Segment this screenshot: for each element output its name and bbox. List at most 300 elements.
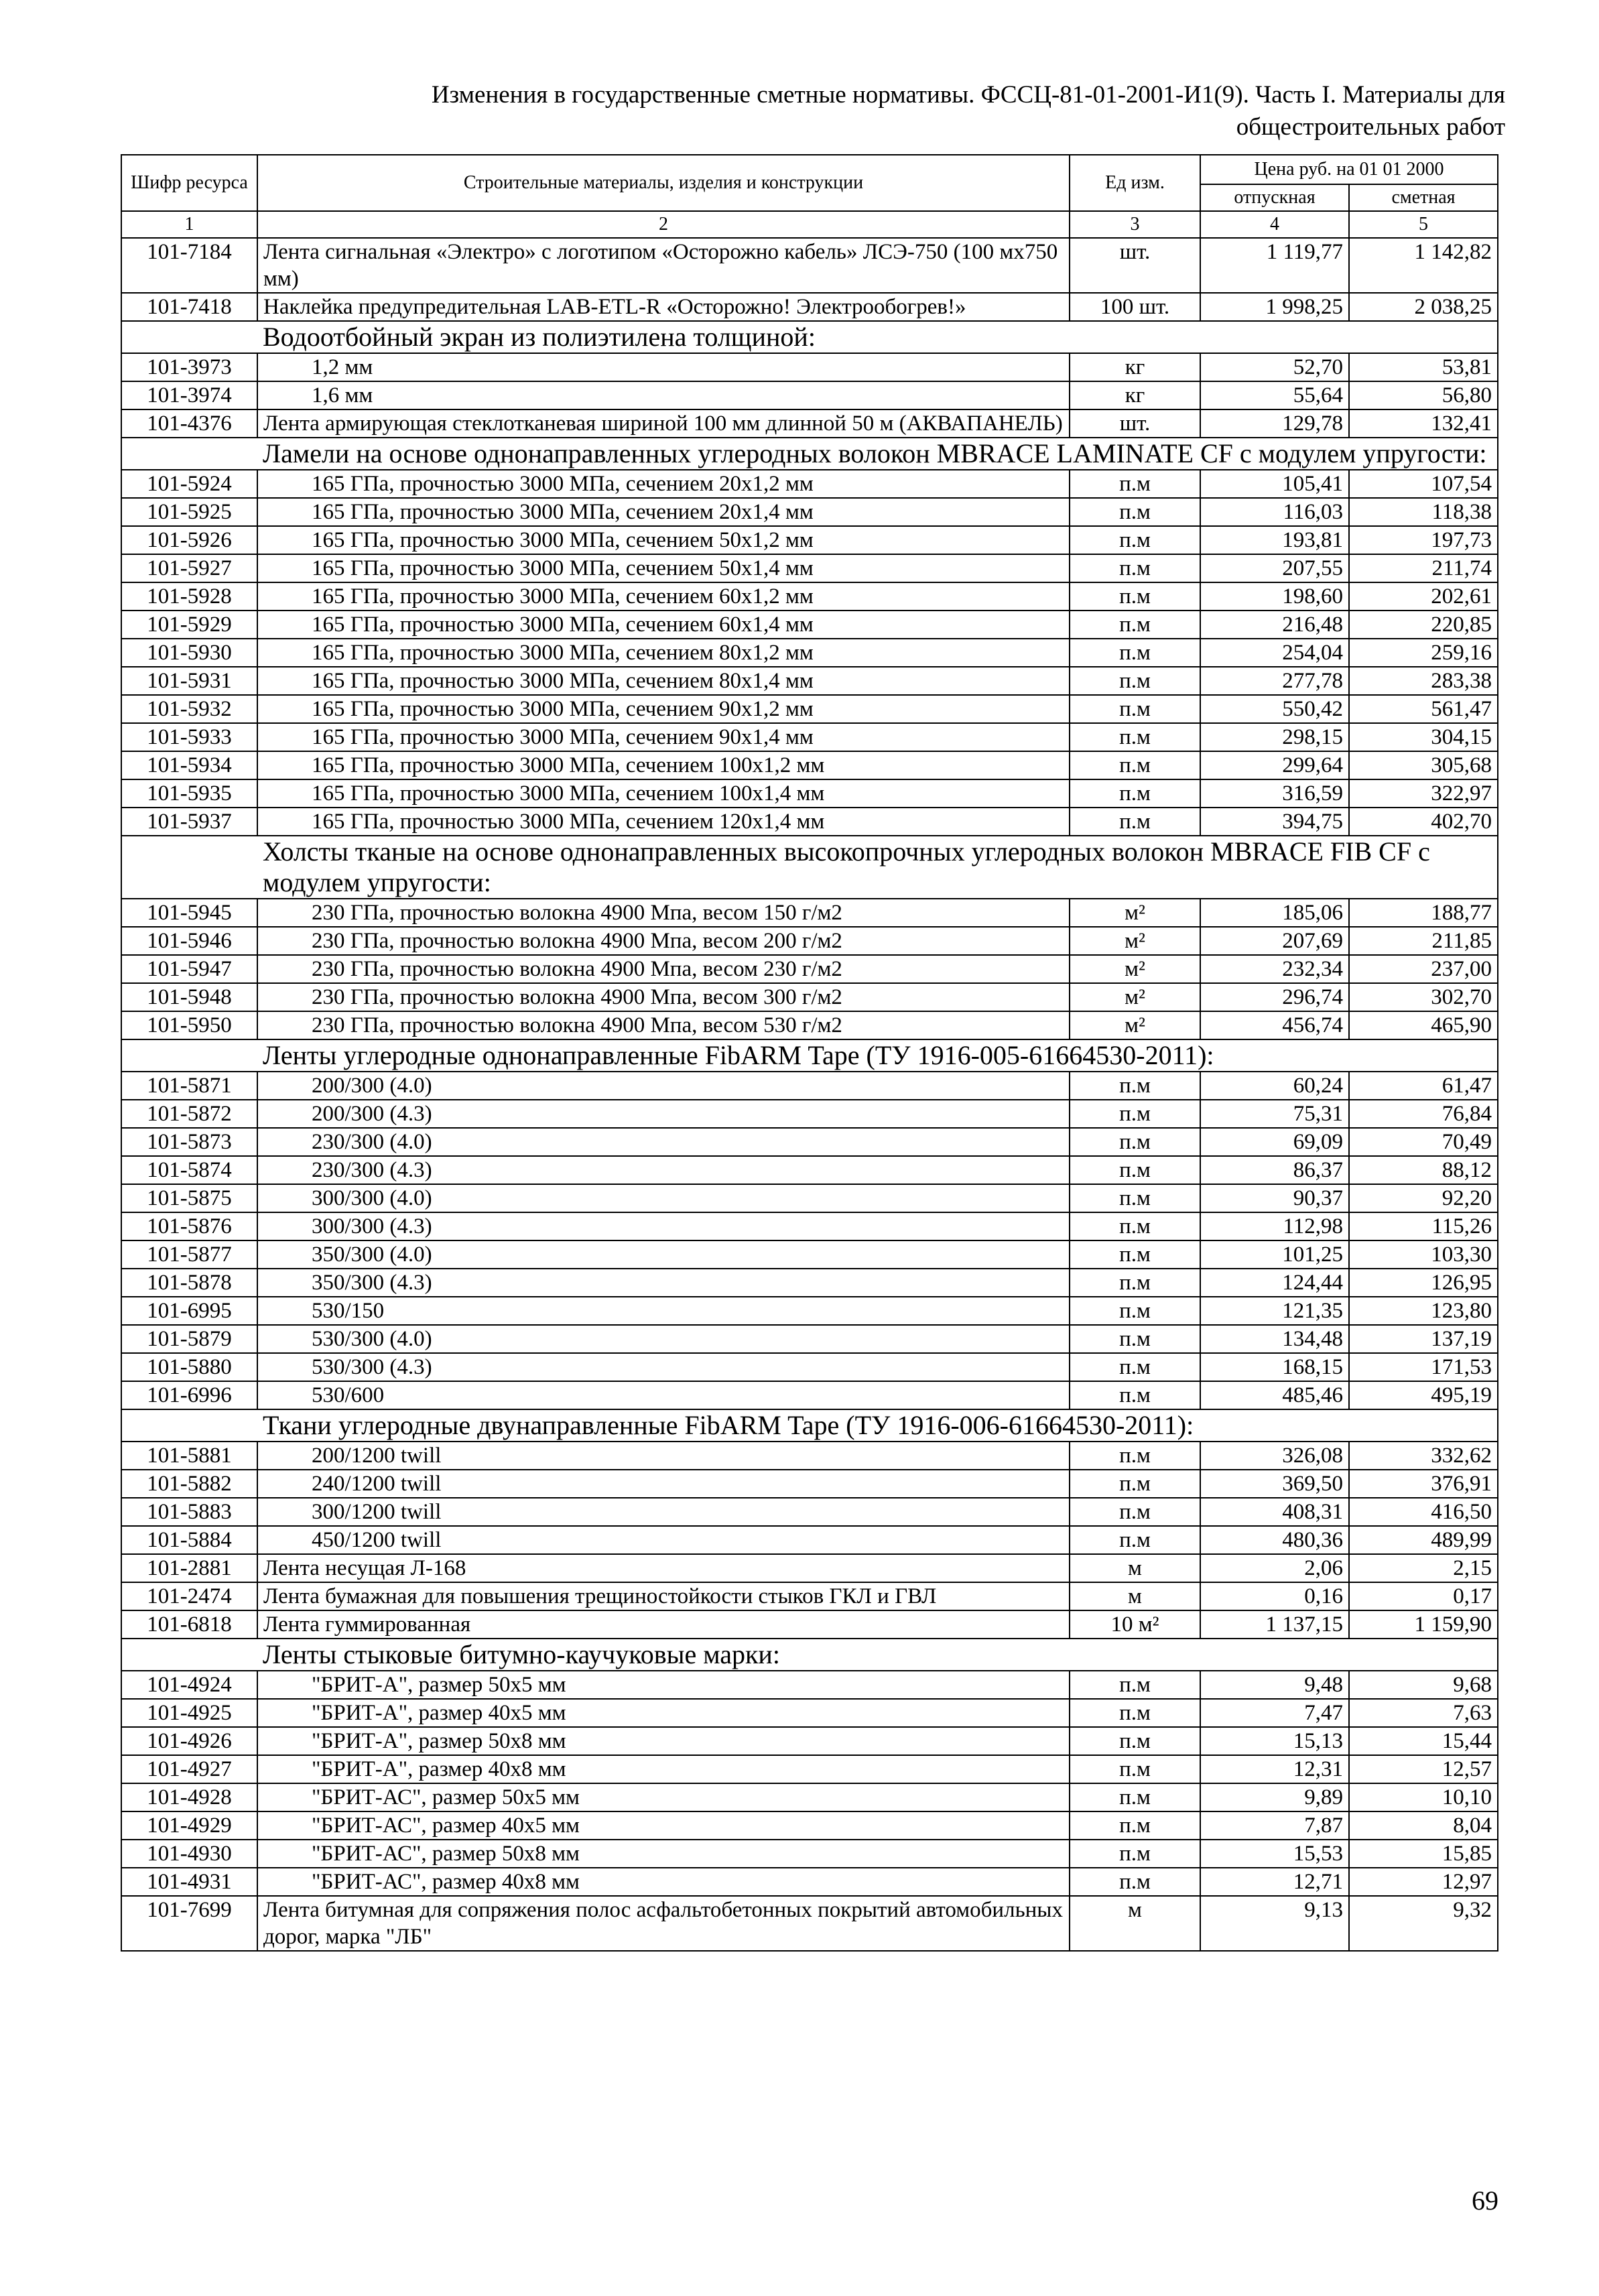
table-row <box>121 381 1498 409</box>
release-price: 9,48 <box>1200 1671 1349 1699</box>
release-price: 207,69 <box>1200 927 1349 955</box>
material-name: 1,2 мм <box>257 353 1070 381</box>
material-name: 165 ГПа, прочностью 3000 МПа, сечением 90х1,4 мм <box>257 723 1070 751</box>
material-name: 165 ГПа, прочностью 3000 МПа, сечением 20х1,2 мм <box>257 470 1070 498</box>
resource-code: 101-5930 <box>121 639 257 667</box>
group-heading-row <box>121 1039 1498 1072</box>
material-name: 165 ГПа, прочностью 3000 МПа, сечением 90х1,2 мм <box>257 695 1070 723</box>
unit: п.м <box>1070 1811 1200 1840</box>
table-row <box>121 1353 1498 1381</box>
resource-code: 101-5945 <box>121 899 257 927</box>
resource-code: 101-2881 <box>121 1554 257 1582</box>
estimate-price: 416,50 <box>1349 1498 1498 1526</box>
material-name: 230 ГПа, прочностью волокна 4900 Мпа, весом 230 г/м2 <box>257 955 1070 983</box>
release-price: 198,60 <box>1200 582 1349 611</box>
release-price: 168,15 <box>1200 1353 1349 1381</box>
resource-code: 101-5937 <box>121 808 257 836</box>
table-row <box>121 353 1498 381</box>
material-name: 200/300 (4.0) <box>257 1072 1070 1100</box>
header-line-2: общестроительных работ <box>1236 113 1505 141</box>
resource-code: 101-4926 <box>121 1727 257 1755</box>
resource-code: 101-4928 <box>121 1783 257 1811</box>
resource-code: 101-5881 <box>121 1442 257 1470</box>
unit: п.м <box>1070 554 1200 582</box>
material-name: "БРИТ-А", размер 50х5 мм <box>257 1671 1070 1699</box>
unit: шт. <box>1070 238 1200 293</box>
release-price: 277,78 <box>1200 667 1349 695</box>
material-name: "БРИТ-А", размер 50х8 мм <box>257 1727 1070 1755</box>
unit: п.м <box>1070 723 1200 751</box>
material-name: 230 ГПа, прочностью волокна 4900 Мпа, весом 200 г/м2 <box>257 927 1070 955</box>
release-price: 394,75 <box>1200 808 1349 836</box>
estimate-price: 489,99 <box>1349 1526 1498 1554</box>
resource-code: 101-5924 <box>121 470 257 498</box>
unit: п.м <box>1070 1353 1200 1381</box>
material-name: "БРИТ-А", размер 40х5 мм <box>257 1699 1070 1727</box>
material-name: 230/300 (4.3) <box>257 1156 1070 1184</box>
estimate-price: 322,97 <box>1349 779 1498 808</box>
resource-code: 101-6996 <box>121 1381 257 1409</box>
table-row <box>121 1526 1498 1554</box>
unit: п.м <box>1070 1269 1200 1297</box>
colnum-1: 1 <box>121 211 257 238</box>
resource-code: 101-4924 <box>121 1671 257 1699</box>
material-name: 230/300 (4.0) <box>257 1128 1070 1156</box>
material-name: 165 ГПа, прочностью 3000 МПа, сечением 50х1,4 мм <box>257 554 1070 582</box>
release-price: 9,13 <box>1200 1896 1349 1951</box>
resource-code: 101-7699 <box>121 1896 257 1951</box>
resource-code: 101-2474 <box>121 1582 257 1610</box>
estimate-price: 10,10 <box>1349 1783 1498 1811</box>
material-name: Наклейка предупредительная LAB-ETL-R «Осторожно! Электрообогрев!» <box>257 293 1070 321</box>
colnum-2: 2 <box>257 211 1070 238</box>
table-row <box>121 639 1498 667</box>
table-row <box>121 779 1498 808</box>
unit: м² <box>1070 927 1200 955</box>
group-heading: Ленты углеродные однонаправленные FibARM Tape (ТУ 1916-005-61664530-2011): <box>121 1039 1498 1072</box>
table-row <box>121 498 1498 526</box>
resource-code: 101-6818 <box>121 1610 257 1639</box>
resource-code: 101-5877 <box>121 1240 257 1269</box>
page-number: 69 <box>1472 2185 1498 2216</box>
unit: м² <box>1070 899 1200 927</box>
unit: м <box>1070 1554 1200 1582</box>
release-price: 480,36 <box>1200 1526 1349 1554</box>
estimate-price: 220,85 <box>1349 611 1498 639</box>
estimate-price: 1 142,82 <box>1349 238 1498 293</box>
unit: п.м <box>1070 1072 1200 1100</box>
material-name: 530/600 <box>257 1381 1070 1409</box>
resource-code: 101-5874 <box>121 1156 257 1184</box>
unit: п.м <box>1070 1240 1200 1269</box>
release-price: 9,89 <box>1200 1783 1349 1811</box>
resource-code: 101-4376 <box>121 409 257 438</box>
unit: п.м <box>1070 1868 1200 1896</box>
table-row <box>121 1325 1498 1353</box>
unit: п.м <box>1070 1128 1200 1156</box>
table-row <box>121 1100 1498 1128</box>
release-price: 134,48 <box>1200 1325 1349 1353</box>
unit: п.м <box>1070 1783 1200 1811</box>
material-name: Лента сигнальная «Электро» с логотипом «Осторожно кабель» ЛСЭ-750 (100 мх750 мм) <box>257 238 1070 293</box>
unit: п.м <box>1070 1526 1200 1554</box>
release-price: 408,31 <box>1200 1498 1349 1526</box>
release-price: 90,37 <box>1200 1184 1349 1212</box>
release-price: 124,44 <box>1200 1269 1349 1297</box>
estimate-price: 402,70 <box>1349 808 1498 836</box>
estimate-price: 92,20 <box>1349 1184 1498 1212</box>
resource-code: 101-5932 <box>121 695 257 723</box>
table-row <box>121 899 1498 927</box>
table-row <box>121 723 1498 751</box>
release-price: 116,03 <box>1200 498 1349 526</box>
unit: м² <box>1070 983 1200 1011</box>
estimate-price: 305,68 <box>1349 751 1498 779</box>
unit: п.м <box>1070 1442 1200 1470</box>
unit: п.м <box>1070 1498 1200 1526</box>
resource-code: 101-6995 <box>121 1297 257 1325</box>
material-name: 165 ГПа, прочностью 3000 МПа, сечением 120х1,4 мм <box>257 808 1070 836</box>
release-price: 75,31 <box>1200 1100 1349 1128</box>
estimate-price: 1 159,90 <box>1349 1610 1498 1639</box>
release-price: 299,64 <box>1200 751 1349 779</box>
estimate-price: 304,15 <box>1349 723 1498 751</box>
material-name: 165 ГПа, прочностью 3000 МПа, сечением 80х1,2 мм <box>257 639 1070 667</box>
resource-code: 101-5880 <box>121 1353 257 1381</box>
release-price: 185,06 <box>1200 899 1349 927</box>
resource-code: 101-5947 <box>121 955 257 983</box>
release-price: 254,04 <box>1200 639 1349 667</box>
resource-code: 101-5934 <box>121 751 257 779</box>
estimate-price: 132,41 <box>1349 409 1498 438</box>
resource-code: 101-5878 <box>121 1269 257 1297</box>
table-row <box>121 1811 1498 1840</box>
table-row <box>121 1896 1498 1951</box>
group-heading: Водоотбойный экран из полиэтилена толщиной: <box>121 321 1498 353</box>
release-price: 105,41 <box>1200 470 1349 498</box>
unit: п.м <box>1070 1325 1200 1353</box>
release-price: 121,35 <box>1200 1297 1349 1325</box>
material-name: 165 ГПа, прочностью 3000 МПа, сечением 20х1,4 мм <box>257 498 1070 526</box>
unit: п.м <box>1070 779 1200 808</box>
page-header <box>320 79 1505 143</box>
resource-code: 101-5931 <box>121 667 257 695</box>
estimate-price: 9,68 <box>1349 1671 1498 1699</box>
release-price: 101,25 <box>1200 1240 1349 1269</box>
table-row <box>121 1699 1498 1727</box>
estimate-price: 561,47 <box>1349 695 1498 723</box>
material-name: 300/1200 twill <box>257 1498 1070 1526</box>
release-price: 369,50 <box>1200 1470 1349 1498</box>
table-row <box>121 1381 1498 1409</box>
resource-code: 101-5925 <box>121 498 257 526</box>
resource-code: 101-5929 <box>121 611 257 639</box>
material-name: "БРИТ-АС", размер 40х8 мм <box>257 1868 1070 1896</box>
material-name: 165 ГПа, прочностью 3000 МПа, сечением 100х1,4 мм <box>257 779 1070 808</box>
material-name: 300/300 (4.0) <box>257 1184 1070 1212</box>
group-heading-row <box>121 836 1498 899</box>
unit: п.м <box>1070 611 1200 639</box>
table-row <box>121 554 1498 582</box>
estimate-price: 56,80 <box>1349 381 1498 409</box>
estimate-price: 137,19 <box>1349 1325 1498 1353</box>
table-row <box>121 409 1498 438</box>
release-price: 216,48 <box>1200 611 1349 639</box>
unit: п.м <box>1070 1840 1200 1868</box>
header-release-price: отпускная <box>1200 184 1349 211</box>
unit: п.м <box>1070 1470 1200 1498</box>
estimate-price: 8,04 <box>1349 1811 1498 1840</box>
unit: п.м <box>1070 526 1200 554</box>
header-line-1: Изменения в государственные сметные нормативы. ФССЦ-81-01-2001-И1(9). Часть I. Материалы для <box>431 81 1505 109</box>
estimate-price: 12,97 <box>1349 1868 1498 1896</box>
estimate-price: 465,90 <box>1349 1011 1498 1039</box>
table-row <box>121 1269 1498 1297</box>
estimate-price: 2 038,25 <box>1349 293 1498 321</box>
resource-code: 101-3974 <box>121 381 257 409</box>
table-row <box>121 1783 1498 1811</box>
unit: п.м <box>1070 1727 1200 1755</box>
table-row <box>121 955 1498 983</box>
estimate-price: 237,00 <box>1349 955 1498 983</box>
release-price: 60,24 <box>1200 1072 1349 1100</box>
resource-code: 101-5926 <box>121 526 257 554</box>
unit: п.м <box>1070 1755 1200 1783</box>
estimate-price: 211,74 <box>1349 554 1498 582</box>
release-price: 232,34 <box>1200 955 1349 983</box>
table-row <box>121 1727 1498 1755</box>
estimate-price: 302,70 <box>1349 983 1498 1011</box>
release-price: 550,42 <box>1200 695 1349 723</box>
unit: п.м <box>1070 498 1200 526</box>
material-name: "БРИТ-А", размер 40х8 мм <box>257 1755 1070 1783</box>
table-row <box>121 1554 1498 1582</box>
table-row <box>121 695 1498 723</box>
material-name: 165 ГПа, прочностью 3000 МПа, сечением 60х1,4 мм <box>257 611 1070 639</box>
material-name: 165 ГПа, прочностью 3000 МПа, сечением 50х1,2 мм <box>257 526 1070 554</box>
unit: п.м <box>1070 639 1200 667</box>
group-heading: Ламели на основе однонаправленных углеродных волокон MBRACE LAMINATE CF с модулем упругости: <box>121 438 1498 470</box>
estimate-price: 188,77 <box>1349 899 1498 927</box>
estimate-price: 376,91 <box>1349 1470 1498 1498</box>
material-name: 165 ГПа, прочностью 3000 МПа, сечением 100х1,2 мм <box>257 751 1070 779</box>
group-heading: Ленты стыковые битумно-каучуковые марки: <box>121 1639 1498 1671</box>
unit: п.м <box>1070 695 1200 723</box>
unit: м <box>1070 1582 1200 1610</box>
resource-code: 101-5876 <box>121 1212 257 1240</box>
table-row <box>121 1582 1498 1610</box>
estimate-price: 2,15 <box>1349 1554 1498 1582</box>
material-name: Лента несущая Л-168 <box>257 1554 1070 1582</box>
estimate-price: 15,85 <box>1349 1840 1498 1868</box>
header-estimate-price: сметная <box>1349 184 1498 211</box>
material-name: 530/300 (4.3) <box>257 1353 1070 1381</box>
release-price: 7,47 <box>1200 1699 1349 1727</box>
material-name: Лента битумная для сопряжения полос асфальтобетонных покрытий автомобильных дорог, марка "ЛБ" <box>257 1896 1070 1951</box>
table-row <box>121 808 1498 836</box>
estimate-price: 0,17 <box>1349 1582 1498 1610</box>
release-price: 55,64 <box>1200 381 1349 409</box>
release-price: 456,74 <box>1200 1011 1349 1039</box>
unit: п.м <box>1070 470 1200 498</box>
release-price: 12,71 <box>1200 1868 1349 1896</box>
resource-code: 101-4930 <box>121 1840 257 1868</box>
colnum-3: 3 <box>1070 211 1200 238</box>
release-price: 326,08 <box>1200 1442 1349 1470</box>
material-name: 350/300 (4.0) <box>257 1240 1070 1269</box>
table-row <box>121 1671 1498 1699</box>
table-row <box>121 927 1498 955</box>
unit: кг <box>1070 381 1200 409</box>
table-row <box>121 1840 1498 1868</box>
estimate-price: 115,26 <box>1349 1212 1498 1240</box>
resource-code: 101-5873 <box>121 1128 257 1156</box>
header-price: Цена руб. на 01 01 2000 <box>1200 155 1498 184</box>
group-heading-row <box>121 321 1498 353</box>
resource-code: 101-5884 <box>121 1526 257 1554</box>
material-name: 200/300 (4.3) <box>257 1100 1070 1128</box>
table-row <box>121 582 1498 611</box>
table-row <box>121 1442 1498 1470</box>
table-row <box>121 470 1498 498</box>
unit: 10 м² <box>1070 1610 1200 1639</box>
material-name: "БРИТ-АС", размер 50х5 мм <box>257 1783 1070 1811</box>
release-price: 2,06 <box>1200 1554 1349 1582</box>
unit: п.м <box>1070 1212 1200 1240</box>
table-row <box>121 293 1498 321</box>
estimate-price: 103,30 <box>1349 1240 1498 1269</box>
unit: п.м <box>1070 582 1200 611</box>
release-price: 15,53 <box>1200 1840 1349 1868</box>
estimate-price: 12,57 <box>1349 1755 1498 1783</box>
material-name: "БРИТ-АС", размер 40х5 мм <box>257 1811 1070 1840</box>
table-row <box>121 1156 1498 1184</box>
group-heading: Холсты тканые на основе однонаправленных высокопрочных углеродных волокон MBRACE FIB CF с модулем упругости: <box>121 836 1498 899</box>
group-heading-row <box>121 1639 1498 1671</box>
table-row <box>121 983 1498 1011</box>
release-price: 112,98 <box>1200 1212 1349 1240</box>
unit: м <box>1070 1896 1200 1951</box>
material-name: 530/150 <box>257 1297 1070 1325</box>
table-body <box>121 238 1498 1951</box>
estimate-price: 197,73 <box>1349 526 1498 554</box>
table-row <box>121 1470 1498 1498</box>
material-name: 165 ГПа, прочностью 3000 МПа, сечением 80х1,4 мм <box>257 667 1070 695</box>
resource-code: 101-3973 <box>121 353 257 381</box>
resource-code: 101-5928 <box>121 582 257 611</box>
unit: п.м <box>1070 667 1200 695</box>
material-name: 450/1200 twill <box>257 1526 1070 1554</box>
material-name: 240/1200 twill <box>257 1470 1070 1498</box>
unit: м² <box>1070 1011 1200 1039</box>
release-price: 86,37 <box>1200 1156 1349 1184</box>
estimate-price: 76,84 <box>1349 1100 1498 1128</box>
table-row <box>121 1128 1498 1156</box>
unit: п.м <box>1070 1699 1200 1727</box>
unit: п.м <box>1070 1156 1200 1184</box>
resource-code: 101-4929 <box>121 1811 257 1840</box>
unit: п.м <box>1070 1381 1200 1409</box>
unit: п.м <box>1070 1297 1200 1325</box>
unit: п.м <box>1070 1100 1200 1128</box>
material-name: Лента гуммированная <box>257 1610 1070 1639</box>
estimate-price: 283,38 <box>1349 667 1498 695</box>
header-unit: Ед изм. <box>1070 155 1200 211</box>
release-price: 0,16 <box>1200 1582 1349 1610</box>
release-price: 1 998,25 <box>1200 293 1349 321</box>
table-row <box>121 751 1498 779</box>
material-name: 230 ГПа, прочностью волокна 4900 Мпа, весом 530 г/м2 <box>257 1011 1070 1039</box>
resource-code: 101-5948 <box>121 983 257 1011</box>
estimate-price: 495,19 <box>1349 1381 1498 1409</box>
resource-code: 101-5882 <box>121 1470 257 1498</box>
resource-code: 101-7184 <box>121 238 257 293</box>
table-row <box>121 611 1498 639</box>
estimate-price: 118,38 <box>1349 498 1498 526</box>
table-row <box>121 1297 1498 1325</box>
release-price: 52,70 <box>1200 353 1349 381</box>
table-row <box>121 1610 1498 1639</box>
material-name: 350/300 (4.3) <box>257 1269 1070 1297</box>
price-table <box>121 154 1498 1952</box>
estimate-price: 332,62 <box>1349 1442 1498 1470</box>
material-name: 230 ГПа, прочностью волокна 4900 Мпа, весом 150 г/м2 <box>257 899 1070 927</box>
unit: м² <box>1070 955 1200 983</box>
estimate-price: 61,47 <box>1349 1072 1498 1100</box>
material-name: Лента армирующая стеклотканевая шириной 100 мм длинной 50 м (АКВАПАНЕЛЬ) <box>257 409 1070 438</box>
table-row <box>121 1011 1498 1039</box>
material-name: 165 ГПа, прочностью 3000 МПа, сечением 60х1,2 мм <box>257 582 1070 611</box>
material-name: 1,6 мм <box>257 381 1070 409</box>
estimate-price: 9,32 <box>1349 1896 1498 1951</box>
release-price: 15,13 <box>1200 1727 1349 1755</box>
table-row <box>121 1072 1498 1100</box>
resource-code: 101-5871 <box>121 1072 257 1100</box>
resource-code: 101-5946 <box>121 927 257 955</box>
estimate-price: 53,81 <box>1349 353 1498 381</box>
estimate-price: 7,63 <box>1349 1699 1498 1727</box>
resource-code: 101-5927 <box>121 554 257 582</box>
header-name: Строительные материалы, изделия и конструкции <box>257 155 1070 211</box>
table-row <box>121 1868 1498 1896</box>
unit: кг <box>1070 353 1200 381</box>
unit: 100 шт. <box>1070 293 1200 321</box>
estimate-price: 70,49 <box>1349 1128 1498 1156</box>
resource-code: 101-5883 <box>121 1498 257 1526</box>
resource-code: 101-5875 <box>121 1184 257 1212</box>
release-price: 69,09 <box>1200 1128 1349 1156</box>
resource-code: 101-5879 <box>121 1325 257 1353</box>
release-price: 7,87 <box>1200 1811 1349 1840</box>
material-name: Лента бумажная для повышения трещиностойкости стыков ГКЛ и ГВЛ <box>257 1582 1070 1610</box>
resource-code: 101-4931 <box>121 1868 257 1896</box>
group-heading: Ткани углеродные двунаправленные FibARM Tape (ТУ 1916-006-61664530-2011): <box>121 1409 1498 1442</box>
estimate-price: 202,61 <box>1349 582 1498 611</box>
unit: шт. <box>1070 409 1200 438</box>
estimate-price: 259,16 <box>1349 639 1498 667</box>
resource-code: 101-5935 <box>121 779 257 808</box>
estimate-price: 171,53 <box>1349 1353 1498 1381</box>
colnum-5: 5 <box>1349 211 1498 238</box>
estimate-price: 211,85 <box>1349 927 1498 955</box>
unit: п.м <box>1070 808 1200 836</box>
release-price: 485,46 <box>1200 1381 1349 1409</box>
material-name: 530/300 (4.0) <box>257 1325 1070 1353</box>
material-name: 300/300 (4.3) <box>257 1212 1070 1240</box>
resource-code: 101-5872 <box>121 1100 257 1128</box>
release-price: 298,15 <box>1200 723 1349 751</box>
resource-code: 101-4925 <box>121 1699 257 1727</box>
